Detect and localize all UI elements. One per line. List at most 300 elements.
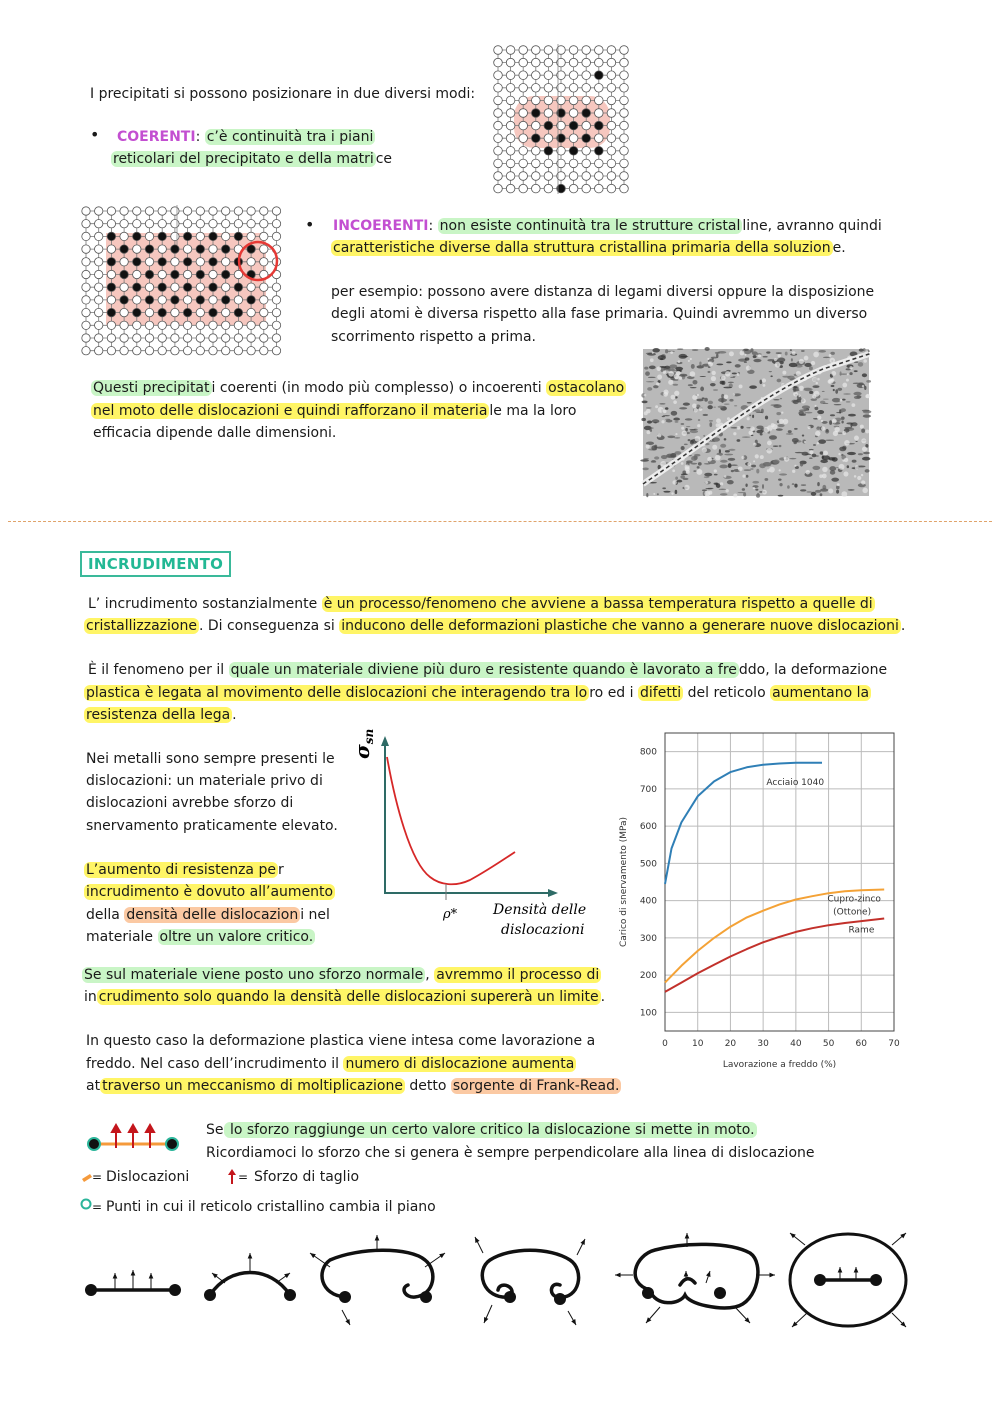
grain <box>652 348 659 353</box>
solute-atom <box>158 232 166 240</box>
grain <box>673 418 680 421</box>
grain <box>677 480 683 483</box>
matrix-atom <box>120 232 128 240</box>
text: . <box>232 707 237 723</box>
grain <box>691 364 695 369</box>
grain <box>756 469 759 474</box>
coerenti-line-2 <box>111 148 392 170</box>
grain <box>812 385 819 388</box>
bright-spot <box>679 376 682 379</box>
bright-spot <box>697 424 700 427</box>
bright-spot <box>675 433 677 435</box>
x-tick-label: 20 <box>724 1039 737 1049</box>
bright-spot <box>744 354 746 356</box>
grain <box>715 483 718 486</box>
grain <box>673 384 679 386</box>
solute-atom <box>171 245 179 253</box>
intro-text: I precipitati si possono posizionare in due diversi modi: <box>90 86 476 102</box>
grain <box>846 422 853 424</box>
matrix-atom <box>222 283 230 291</box>
micrograph-image <box>643 349 869 496</box>
solute-atom <box>183 283 191 291</box>
matrix-atom <box>569 84 578 93</box>
bright-spot <box>840 399 843 402</box>
grain <box>836 412 841 413</box>
leftcol-a4: snervamento praticamente elevato. <box>86 818 338 834</box>
grain <box>773 404 781 408</box>
arrow-head <box>684 1271 689 1277</box>
matrix-atom <box>196 308 204 316</box>
precipitati-line-1 <box>91 377 626 399</box>
grain <box>737 439 741 442</box>
x-axis-label: Lavorazione a freddo (%) <box>722 1060 837 1070</box>
bright-spot <box>860 425 864 429</box>
highlight-yellow: difetti <box>640 685 682 701</box>
pin-point <box>166 1138 178 1150</box>
matrix-atom <box>506 172 515 181</box>
bright-spot <box>688 360 690 362</box>
matrix-atom <box>607 109 616 118</box>
legend-dislocazioni: Dislocazioni <box>106 1169 190 1185</box>
matrix-atom <box>145 321 153 329</box>
matrix-atom <box>607 184 616 193</box>
grain <box>642 401 648 404</box>
text: È il fenomeno per il <box>88 662 229 678</box>
grain <box>653 385 658 388</box>
solute-atom <box>133 283 141 291</box>
pin-point <box>88 1138 100 1150</box>
matrix-atom <box>582 184 591 193</box>
highlight-green: lo sforzo raggiunge un certo valore critico la dislocazione si mette in moto. <box>225 1122 755 1138</box>
matrix-atom <box>171 347 179 355</box>
matrix-atom <box>506 84 515 93</box>
grain <box>724 454 733 456</box>
grain <box>789 458 796 460</box>
bright-spot <box>838 453 840 455</box>
bright-spot <box>753 487 755 489</box>
leftcol-a1: Nei metalli sono sempre presenti le <box>86 751 335 767</box>
bright-spot <box>804 356 809 361</box>
grain <box>755 489 758 491</box>
matrix-atom <box>260 220 268 228</box>
text: materiale <box>86 929 158 945</box>
bright-spot <box>801 398 806 403</box>
grain <box>759 463 766 468</box>
matrix-atom <box>209 245 217 253</box>
x-tick-label: 30 <box>757 1039 769 1049</box>
bright-spot <box>741 456 744 459</box>
matrix-atom <box>95 308 103 316</box>
grain <box>834 404 842 405</box>
matrix-atom <box>234 334 242 342</box>
frank-read-sequence <box>80 1225 920 1335</box>
grain <box>809 366 813 370</box>
matrix-atom <box>145 258 153 266</box>
grain <box>826 429 829 432</box>
matrix-atom <box>234 207 242 215</box>
bright-spot <box>663 370 666 373</box>
bright-spot <box>812 377 817 382</box>
grain <box>755 409 760 413</box>
matrix-atom <box>532 96 541 105</box>
highlight-yellow: resistenza della lega <box>86 707 231 723</box>
section-divider <box>8 521 992 522</box>
matrix-atom <box>506 134 515 143</box>
grain <box>812 466 820 470</box>
grain <box>702 489 707 491</box>
solute-atom <box>196 245 204 253</box>
bright-spot <box>646 430 650 434</box>
grain <box>800 462 803 467</box>
matrix-atom <box>532 121 541 130</box>
bright-spot <box>834 427 839 432</box>
x-label-1: Densità delle <box>493 902 587 918</box>
matrix-atom <box>620 96 629 105</box>
incoerenti-line-1 <box>333 215 882 237</box>
matrix-atom <box>569 46 578 55</box>
bright-spot <box>657 375 662 380</box>
grain <box>839 447 846 452</box>
bright-spot <box>653 493 655 495</box>
matrix-atom <box>171 334 179 342</box>
grain <box>835 389 838 394</box>
grain <box>640 459 649 462</box>
matrix-atom <box>272 321 280 329</box>
grain <box>804 363 811 367</box>
grain <box>822 455 824 459</box>
arrow-head <box>129 1125 137 1132</box>
grain <box>652 460 656 461</box>
matrix-atom <box>544 96 553 105</box>
arrow-head <box>248 1253 253 1259</box>
matrix-atom <box>145 308 153 316</box>
solute-atom <box>133 258 141 266</box>
highlight-yellow: L’aumento di resistenza pe <box>86 862 276 878</box>
solute-atom <box>544 121 553 130</box>
grain <box>740 426 743 429</box>
rho-label: ρ* <box>443 907 458 922</box>
dislocation-line <box>635 1244 758 1308</box>
grain <box>728 382 734 384</box>
bright-spot <box>658 407 664 413</box>
grain <box>671 411 678 416</box>
grain <box>823 403 828 404</box>
matrix-atom <box>222 347 230 355</box>
highlight-yellow: aumentano la <box>772 685 870 701</box>
grain <box>829 420 832 425</box>
y-label-sigma: σ <box>350 744 374 759</box>
grain <box>719 465 727 469</box>
legend-eq: = <box>92 1170 103 1184</box>
grain <box>843 393 851 394</box>
grain <box>713 389 718 390</box>
grain <box>679 374 687 377</box>
bright-spot <box>866 394 870 398</box>
bright-spot <box>695 436 701 442</box>
grain <box>801 350 805 351</box>
y-tick-label: 700 <box>639 784 657 795</box>
bright-spot <box>661 420 664 423</box>
text: i coerenti (in modo più complesso) o incoerenti <box>211 380 547 396</box>
arrow-head <box>131 1270 136 1276</box>
highlight-green: non esiste continuità tra le strutture cristal <box>439 218 741 234</box>
matrix-atom <box>582 71 591 80</box>
matrix-atom <box>506 46 515 55</box>
matrix-atom <box>120 321 128 329</box>
matrix-atom <box>95 334 103 342</box>
x-label-2: dislocazioni <box>501 922 585 938</box>
grain <box>823 357 830 358</box>
text: L’ incrudimento sostanzialmente <box>88 596 322 612</box>
matrix-atom <box>260 207 268 215</box>
arrow-head <box>375 1235 380 1241</box>
matrix-atom <box>272 334 280 342</box>
bright-spot <box>650 358 654 362</box>
grain <box>745 484 747 487</box>
bright-spot <box>715 455 721 461</box>
pin-point <box>870 1274 882 1286</box>
matrix-atom <box>82 347 90 355</box>
incr-p2-line-3 <box>84 704 237 726</box>
matrix-atom <box>260 283 268 291</box>
grain <box>786 433 794 434</box>
bright-spot <box>832 419 837 424</box>
matrix-atom <box>506 121 515 130</box>
precipitati-line-3: efficacia dipende dalle dimensioni. <box>93 425 337 441</box>
matrix-atom <box>158 270 166 278</box>
bright-spot <box>656 382 659 385</box>
grain <box>743 493 746 497</box>
bright-spot <box>767 469 770 472</box>
matrix-atom <box>107 220 115 228</box>
solute-atom <box>209 283 217 291</box>
bright-spot <box>781 411 783 413</box>
stress-density-sketch <box>350 728 590 942</box>
grain <box>647 353 656 356</box>
matrix-atom <box>145 334 153 342</box>
y-label-sub: sn <box>362 728 376 745</box>
bright-spot <box>708 361 711 364</box>
grain <box>742 436 751 437</box>
grain <box>647 387 652 391</box>
matrix-atom <box>171 232 179 240</box>
solute-atom <box>107 232 115 240</box>
bright-spot <box>844 440 850 446</box>
grain <box>711 357 718 359</box>
matrix-atom <box>272 220 280 228</box>
matrix-atom <box>95 245 103 253</box>
grain <box>681 423 685 424</box>
matrix-atom <box>247 321 255 329</box>
highlight-yellow: avremmo il processo di <box>436 967 600 983</box>
grain <box>793 441 796 444</box>
highlight-green: reticolari del precipitato e della matri <box>113 151 374 167</box>
x-tick-label: 0 <box>662 1039 668 1049</box>
matrix-atom <box>145 232 153 240</box>
solute-atom <box>183 258 191 266</box>
matrix-atom <box>247 232 255 240</box>
grain <box>675 367 683 371</box>
matrix-atom <box>272 296 280 304</box>
matrix-atom <box>196 347 204 355</box>
grain <box>866 380 871 383</box>
matrix-atom <box>82 321 90 329</box>
bright-spot <box>816 382 818 384</box>
matrix-atom <box>494 134 503 143</box>
bright-spot <box>685 465 690 470</box>
grain <box>675 476 678 479</box>
bright-spot <box>774 358 777 361</box>
grain <box>773 460 780 464</box>
matrix-atom <box>519 147 528 156</box>
grain <box>778 478 781 480</box>
grain <box>694 454 700 457</box>
grain <box>863 414 871 417</box>
grain <box>830 414 835 416</box>
grain <box>657 493 659 495</box>
grain <box>854 396 861 399</box>
bright-spot <box>753 443 756 446</box>
solute-atom <box>234 283 242 291</box>
matrix-atom <box>82 245 90 253</box>
bright-spot <box>681 462 684 465</box>
grain <box>723 387 732 389</box>
solute-atom <box>234 308 242 316</box>
solute-atom <box>196 270 204 278</box>
grain <box>654 422 657 423</box>
bright-spot <box>720 482 723 485</box>
bullet-dot: • <box>305 215 315 234</box>
grain <box>850 423 852 427</box>
matrix-atom <box>260 245 268 253</box>
grain <box>692 349 698 351</box>
arrow-head <box>228 1169 236 1175</box>
matrix-atom <box>272 283 280 291</box>
matrix-atom <box>95 232 103 240</box>
matrix-atom <box>519 184 528 193</box>
series-label: Cupro-zinco <box>827 894 881 905</box>
grain <box>788 430 792 433</box>
bright-spot <box>808 426 811 429</box>
grain <box>820 488 828 491</box>
grain <box>782 376 791 378</box>
solute-atom <box>171 270 179 278</box>
leftcol-b3 <box>86 904 330 926</box>
solute-atom <box>222 270 230 278</box>
grain <box>665 407 669 410</box>
grain <box>720 444 726 448</box>
matrix-atom <box>519 58 528 67</box>
grain <box>826 440 834 441</box>
matrix-atom <box>120 220 128 228</box>
matrix-atom <box>519 134 528 143</box>
matrix-atom <box>506 58 515 67</box>
bright-spot <box>767 441 772 446</box>
matrix-atom <box>506 159 515 168</box>
highlight-green: oltre un valore critico. <box>159 929 314 945</box>
bright-spot <box>668 380 673 385</box>
arrow-head <box>113 1273 118 1279</box>
grain <box>644 367 648 370</box>
grain <box>848 414 856 417</box>
series-label: Acciaio 1040 <box>766 777 825 788</box>
matrix-atom <box>107 270 115 278</box>
frank-line-2: Ricordiamoci lo sforzo che si genera è sempre perpendicolare alla linea di dislocazione <box>206 1145 815 1161</box>
matrix-atom <box>183 296 191 304</box>
grain <box>683 402 690 405</box>
arrow-head <box>439 1253 445 1258</box>
grain <box>730 465 738 466</box>
grain <box>802 435 804 437</box>
matrix-atom <box>544 134 553 143</box>
matrix-atom <box>595 159 604 168</box>
grain <box>753 359 761 362</box>
grain <box>841 421 843 424</box>
bright-spot <box>753 460 755 462</box>
matrix-atom <box>133 334 141 342</box>
grain <box>865 469 870 473</box>
text: della <box>86 907 125 923</box>
grain <box>732 372 737 374</box>
grain <box>707 405 712 409</box>
grain <box>816 427 820 430</box>
grain <box>756 494 760 498</box>
matrix-atom <box>82 258 90 266</box>
bright-spot <box>784 457 786 459</box>
matrix-atom <box>544 184 553 193</box>
grain <box>708 401 713 405</box>
matrix-atom <box>222 334 230 342</box>
pin-point <box>642 1287 654 1299</box>
bright-spot <box>794 465 796 467</box>
bright-spot <box>775 362 781 368</box>
matrix-atom <box>544 58 553 67</box>
grain <box>813 444 816 446</box>
grain <box>839 373 847 375</box>
incoerenti-label: INCOERENTI <box>333 218 429 234</box>
matrix-atom <box>595 46 604 55</box>
matrix-atom <box>133 347 141 355</box>
matrix-atom <box>183 334 191 342</box>
bright-spot <box>861 438 866 443</box>
solute-atom <box>107 283 115 291</box>
bright-spot <box>855 465 859 469</box>
solute-atom <box>595 147 604 156</box>
matrix-atom <box>582 46 591 55</box>
grain <box>823 399 829 400</box>
matrix-atom <box>506 109 515 118</box>
grain <box>853 392 861 396</box>
bright-spot <box>748 430 753 435</box>
grain <box>778 495 784 497</box>
bright-spot <box>821 426 825 430</box>
grain <box>691 456 697 461</box>
bright-spot <box>762 490 767 495</box>
matrix-atom <box>171 308 179 316</box>
incr-p1-line-2 <box>84 615 905 637</box>
grain <box>690 430 698 433</box>
grain <box>862 410 870 412</box>
bright-spot <box>699 407 703 411</box>
matrix-atom <box>494 121 503 130</box>
matrix-atom <box>107 347 115 355</box>
grain <box>753 355 757 358</box>
y-tick-label: 600 <box>639 822 657 833</box>
grain <box>769 371 772 372</box>
stress-curve <box>387 757 515 884</box>
dislocation-line <box>210 1273 290 1296</box>
bright-spot <box>758 354 761 357</box>
